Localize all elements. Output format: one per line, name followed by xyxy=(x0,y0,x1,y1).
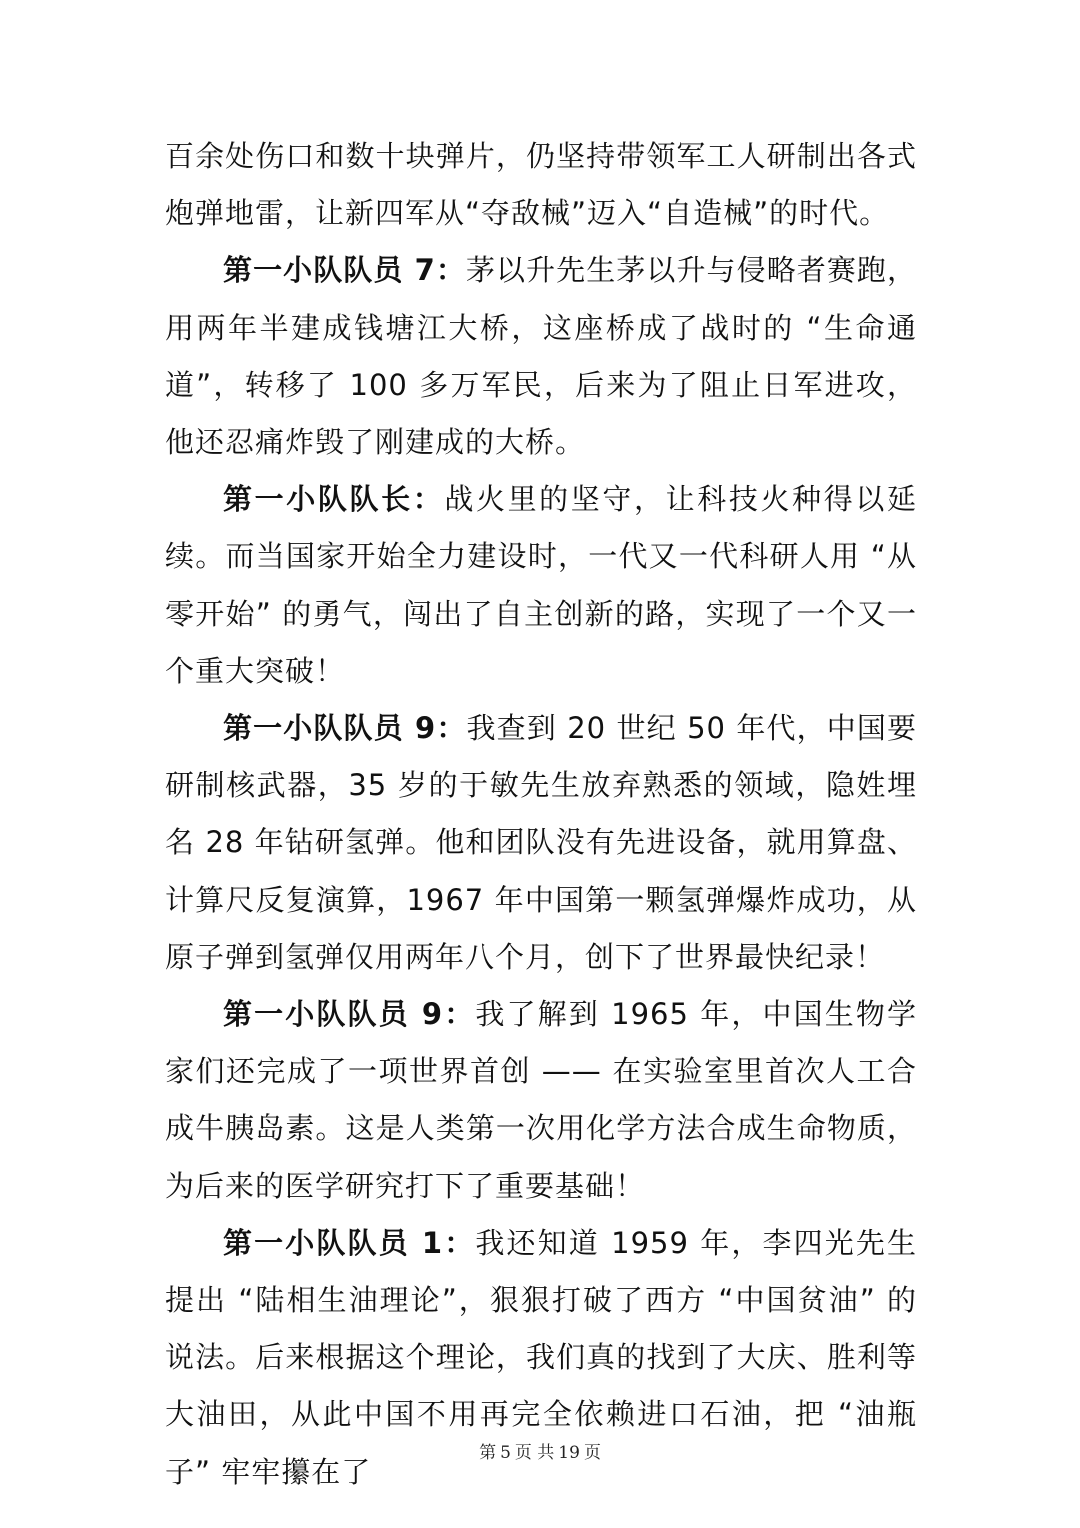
footer-prefix: 第 xyxy=(479,1443,497,1463)
document-body xyxy=(165,128,917,1501)
speaker-label: 第一小队队员 9： xyxy=(223,711,467,746)
paragraph-speaker-member-9-a xyxy=(165,700,917,986)
paragraph-text: 茅以升先生茅以升与侵略者赛跑，用两年半建成钱塘江大桥，这座桥成了战时的 “生命通道”，转移了 100 多万军民，后来为了阻止日军进攻，他还忍痛炸毁了刚建成的大桥。 xyxy=(165,253,917,460)
paragraph-text: 我了解到 1965 年，中国生物学家们还完成了一项世界首创 —— 在实验室里首次人工合成牛胰岛素。这是人类第一次用化学方法合成生命物质，为后来的医学研究打下了重要基础！ xyxy=(165,997,917,1203)
speaker-label: 第一小队队长： xyxy=(223,482,445,517)
footer-suffix: 页 xyxy=(583,1443,601,1463)
paragraph-speaker-captain xyxy=(165,471,917,700)
paragraph-text: 百余处伤口和数十块弹片，仍坚持带领军工人研制出各式炮弹地雷，让新四军从“夺敌械”迈入“自造械”的时代。 xyxy=(165,139,917,231)
paragraph-continuation xyxy=(165,128,917,242)
paragraph-speaker-member-9-b xyxy=(165,986,917,1215)
paragraph-text: 我查到 20 世纪 50 年代，中国要研制核武器，35 岁的于敏先生放弃熟悉的领域，隐姓埋名 28 年钻研氢弹。他和团队没有先进设备，就用算盘、计算尺反复演算，1967 年中国第一颗氢弹爆炸成功，从原子弹到氢弹仅用两年八个月，创下了世界最快纪录！ xyxy=(165,711,917,974)
speaker-label: 第一小队队员 7： xyxy=(223,253,466,288)
footer-total-pages: 19 xyxy=(558,1443,580,1463)
speaker-label: 第一小队队员 9： xyxy=(223,997,476,1032)
paragraph-text: 我还知道 1959 年，李四光先生提出 “陆相生油理论”，狠狠打破了西方 “中国贫油” 的说法。后来根据这个理论，我们真的找到了大庆、胜利等大油田，从此中国不用再完全依赖进口石油，把 “油瓶子” 牢牢攥在了 xyxy=(165,1225,917,1489)
speaker-label: 第一小队队员 1： xyxy=(223,1225,476,1260)
paragraph-speaker-member-7 xyxy=(165,242,917,471)
page-footer xyxy=(0,1438,1080,1463)
footer-page-number: 5 xyxy=(500,1443,511,1463)
paragraph-text: 战火里的坚守，让科技火种得以延续。而当国家开始全力建设时，一代又一代科研人用 “从零开始” 的勇气，闯出了自主创新的路，实现了一个又一个重大突破！ xyxy=(165,482,917,688)
footer-middle: 页 共 xyxy=(514,1443,555,1463)
